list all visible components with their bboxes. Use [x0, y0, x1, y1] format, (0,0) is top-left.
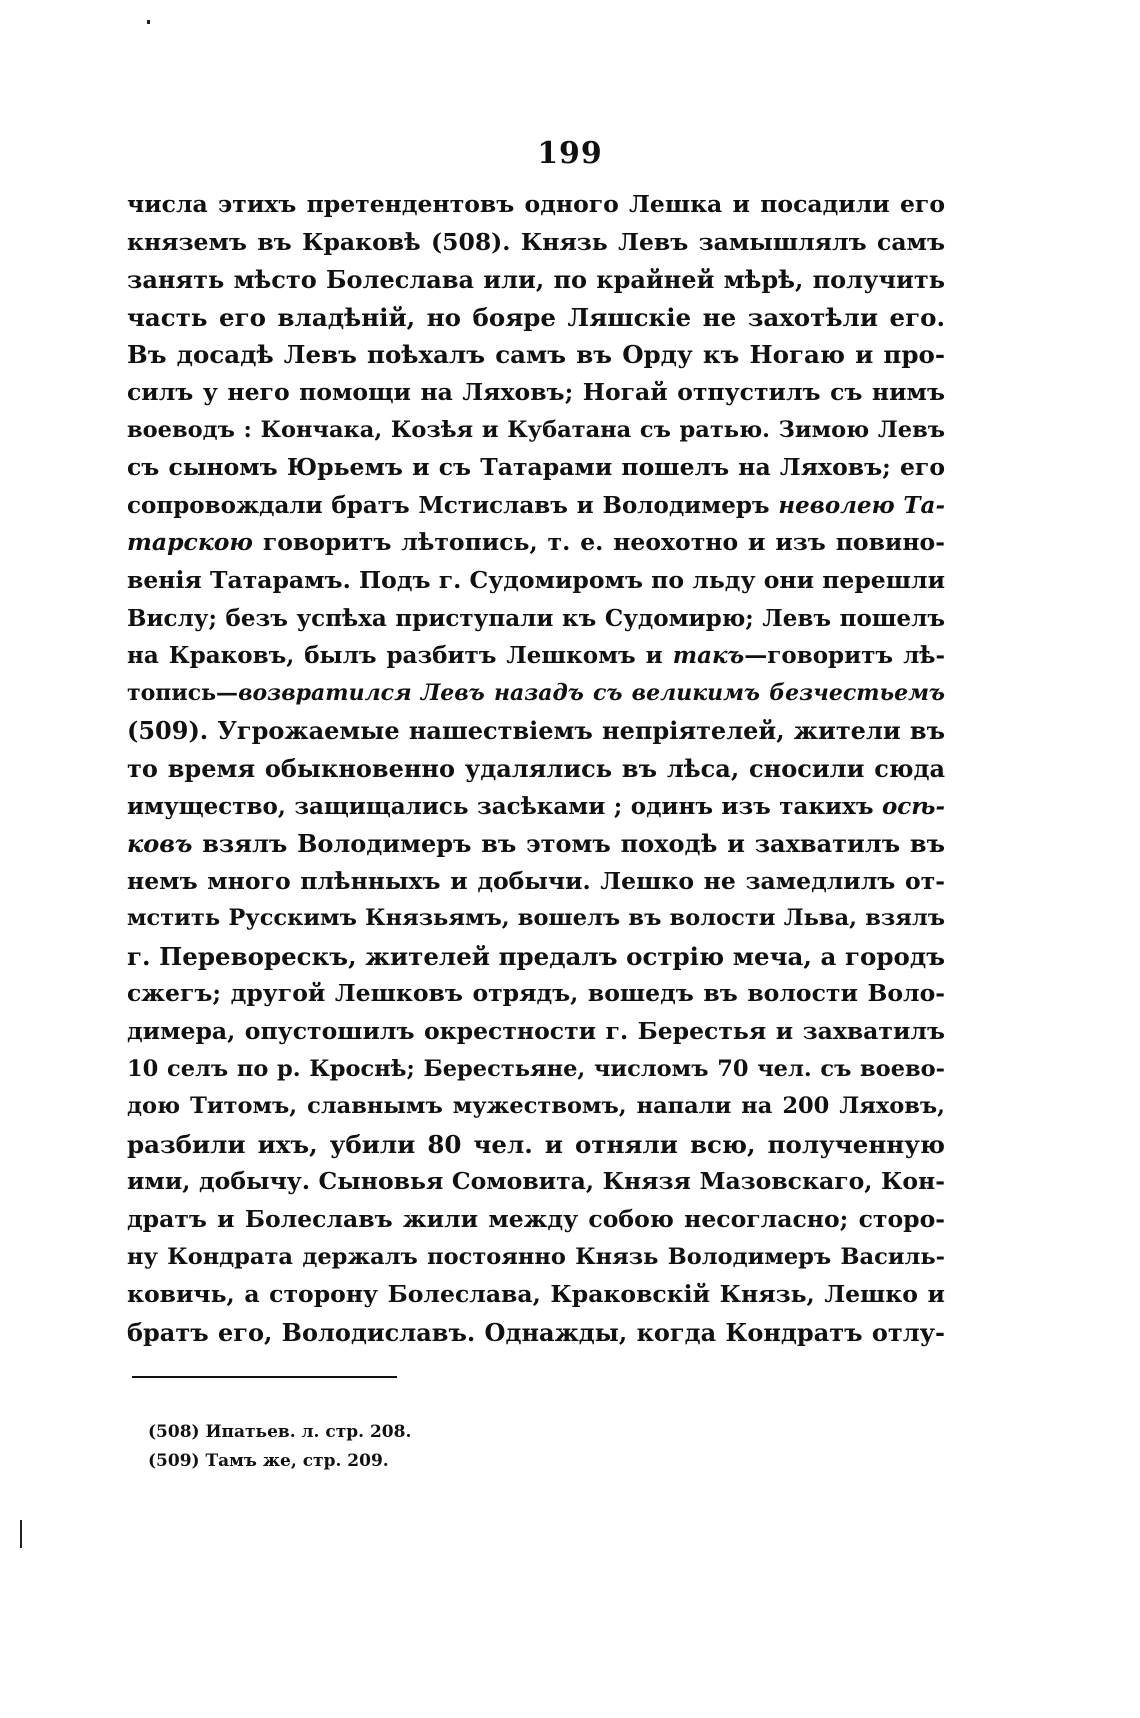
- text-line: [127, 1276, 945, 1314]
- text-run: —говоритъ лѣ-: [744, 642, 945, 670]
- print-speck: [147, 20, 150, 24]
- text-line: [127, 750, 945, 788]
- text-line: [127, 1201, 945, 1239]
- text-line: [127, 186, 945, 224]
- text-run: 10 селъ по р. Кроснѣ; Берестьяне, числомъ 70 чел. съ воево-: [127, 1055, 945, 1082]
- text-line: [127, 562, 945, 600]
- text-line: [127, 261, 945, 299]
- text-run: дратъ и Болеславъ жили между собою несогласно; сторо-: [127, 1205, 945, 1234]
- italic-text: тарскою: [127, 528, 253, 557]
- text-line: [127, 1051, 945, 1089]
- footnote-divider: [132, 1376, 397, 1378]
- text-run: мстить Русскимъ Князьямъ, вошелъ въ волости Льва, взялъ: [127, 905, 945, 932]
- text-run: братъ его, Володиславъ. Однажды, когда Кондратъ отлу-: [127, 1317, 945, 1347]
- text-run: ну Кондрата держалъ постоянно Князь Володимеръ Василь-: [127, 1243, 945, 1270]
- text-line: [127, 712, 945, 750]
- text-line: [127, 975, 945, 1013]
- text-run: ковичь, а сторону Болеслава, Краковскій Князь, Лешко и: [127, 1280, 945, 1309]
- text-line: [127, 1013, 945, 1051]
- text-line: [127, 487, 945, 525]
- footnote-508: (508) Ипатьев. л. стр. 208.: [148, 1422, 412, 1442]
- text-line: [127, 1088, 945, 1126]
- text-run: то время обыкновенно удалялись въ лѣса, сносили сюда: [127, 753, 945, 783]
- text-run: числа этихъ претендентовъ одного Лешка и посадили его: [127, 190, 945, 218]
- text-run: г. Переворескъ, жителей предалъ острію меча, а городъ: [127, 941, 945, 971]
- text-line: [127, 1239, 945, 1277]
- text-line: [127, 224, 945, 262]
- text-line: [127, 449, 945, 487]
- text-line: [127, 825, 945, 863]
- print-speck: [20, 1520, 22, 1548]
- text-run: димера, опустошилъ окрестности г. Берестья и захватилъ: [127, 1017, 945, 1046]
- text-line: [127, 788, 945, 826]
- italic-text: неволею Та-: [778, 491, 945, 519]
- text-line: [127, 524, 945, 562]
- text-run: ими, добычу. Сыновья Сомовита, Князя Мазовскаго, Кон-: [127, 1167, 945, 1196]
- body-text: [127, 186, 945, 1351]
- text-run: имущество, защищались засѣками ; одинъ изъ такихъ: [127, 792, 882, 820]
- text-line: [127, 675, 945, 713]
- footnote-509: (509) Тамъ же, стр. 209.: [148, 1451, 389, 1471]
- italic-text: такъ: [672, 642, 745, 670]
- italic-text: ковъ: [127, 829, 193, 859]
- text-run: Въ досадѣ Левъ поѣхалъ самъ въ Орду къ Ногаю и про-: [127, 340, 945, 370]
- text-run: немъ много плѣнныхъ и добычи. Лешко не замедлилъ от-: [127, 866, 945, 895]
- text-run: говоритъ лѣтопись, т. е. неохотно и изъ повино-: [252, 528, 945, 557]
- text-run: воеводъ : Кончака, Козѣя и Кубатана съ ратью. Зимою Левъ: [127, 416, 945, 443]
- text-run: на Краковъ, былъ разбитъ Лешкомъ и: [127, 642, 673, 670]
- text-run: Вислу; безъ успѣха приступали къ Судомирю; Левъ пошелъ: [127, 604, 945, 632]
- text-run: часть его владѣній, но бояре Ляшскіе не захотѣли его.: [127, 302, 945, 332]
- text-line: [127, 900, 945, 938]
- text-run: съ сыномъ Юрьемъ и съ Татарами пошелъ на Ляховъ; его: [127, 453, 945, 482]
- text-line: [127, 600, 945, 638]
- page-number: 199: [537, 136, 603, 171]
- text-run: (509). Угрожаемые нашествіемъ непріятелей, жители въ: [127, 716, 945, 746]
- text-run: дою Титомъ, славнымъ мужествомъ, напали на 200 Ляховъ,: [127, 1093, 945, 1120]
- text-line: [127, 1314, 945, 1352]
- footnotes: [148, 1418, 648, 1476]
- text-run: сопровождали братъ Мстиславъ и Володимеръ: [127, 491, 779, 519]
- text-run: княземъ въ Краковѣ (508). Князь Левъ замышлялъ самъ: [127, 227, 945, 256]
- text-run: топись—: [127, 679, 239, 706]
- text-line: [127, 938, 945, 976]
- text-line: [127, 1126, 945, 1164]
- text-run: взялъ Володимеръ въ этомъ походѣ и захватилъ въ: [192, 829, 945, 859]
- italic-text: возвратился Левъ назадъ съ великимъ безчестьемъ: [238, 679, 945, 706]
- text-line: [127, 863, 945, 901]
- text-run: сжегъ; другой Лешковъ отрядъ, вошедъ въ волости Воло-: [127, 979, 945, 1008]
- text-line: [127, 336, 945, 374]
- text-line: [127, 1163, 945, 1201]
- text-line: [127, 637, 945, 675]
- italic-text: осѣ-: [881, 792, 945, 820]
- text-line: [127, 299, 945, 337]
- text-run: силъ у него помощи на Ляховъ; Ногай отпустилъ съ нимъ: [127, 377, 945, 406]
- text-run: разбили ихъ, убили 80 чел. и отняли всю, полученную: [127, 1129, 945, 1159]
- text-run: занять мѣсто Болеслава или, по крайней мѣрѣ, получить: [127, 265, 945, 295]
- text-run: венія Татарамъ. Подъ г. Судомиромъ по льду они перешли: [127, 565, 945, 594]
- text-line: [127, 412, 945, 450]
- text-line: [127, 374, 945, 412]
